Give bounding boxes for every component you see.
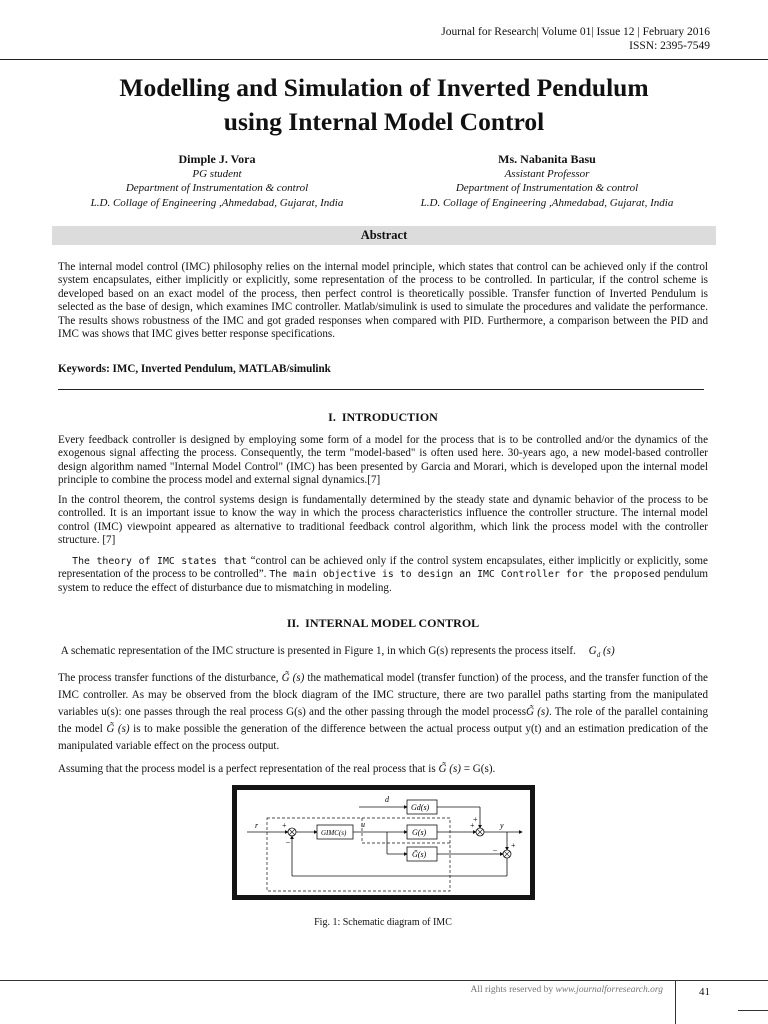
author-college: L.D. Collage of Engineering ,Ahmedabad, Gujarat, India [90,196,344,209]
gtilde-block-label: G̃(s) [412,850,427,859]
imc-paragraph-3: Assuming that the process model is a perfect representation of the real process that is G̃ (s) = G(s). [58,763,496,775]
svg-text:+: + [282,821,287,830]
author-dept: Department of Instrumentation & control [125,182,309,194]
header-rule [0,59,768,60]
author-college: L.D. Collage of Engineering ,Ahmedabad, Gujarat, India [420,196,674,209]
imc-block-diagram [232,785,535,900]
author-role: Assistant Professor [504,167,590,180]
footer-rule [0,980,768,981]
footer-corner-rule [738,1010,768,1011]
abstract-rule [58,389,704,390]
footer-url[interactable]: www.journalforresearch.org [555,985,663,995]
label-u: u [361,820,365,829]
abstract-heading: Abstract [52,226,716,245]
imc-paragraph-2: The process transfer functions of the disturbance, G̃ (s) the mathematical model (transfer function) of the process, and the transfer function of the IMC controller. As may be observed from the block diagram of the IMC structure, there are two parallel paths starting from the manipulated variables u(s): one passes through the real process G(s) and the other passing through the model processG̃ (s). The role of the parallel containing the model G̃ (s) is to make possible the generation of the difference between the actual process output y(t) and an estimation predication of the manipulated variable effect on the process output. [58,672,708,752]
author-role: PG student [192,167,242,180]
footer-divider [675,980,676,1024]
author-name: Ms. Nabanita Basu [498,152,596,166]
section-heading-introduction: I. INTRODUCTION [328,410,438,424]
g-block-label: G(s) [412,828,427,837]
section-heading-imc: II. INTERNAL MODEL CONTROL [286,616,480,630]
intro-paragraph-1: Every feedback controller is designed by employing some form of a model for the process that is to be controlled and/or the dynamics of the exogenous signal affecting the process. Consequently, the term "model-based" is often used here. 30-years ago, a new model-based controller design algorithm named "Internal Model Control" (IMC) has been presented by Garcia and Morari, which is developed upon the internal model principle to combine the process model and external signal dynamics.[7] [58,434,708,487]
author-dept: Department of Instrumentation & control [455,182,639,194]
issn: ISSN: 2395-7549 [629,40,710,52]
intro-paragraph-3: The theory of IMC states that “control can be achieved only if the control system encapsulates, either implicitly or explicitly, some representation of the process to be controlled”. The main objective is to design an IMC Controller for the proposed pendulum system to reduce the effect of disturbance due to mismatching in modeling. [58,555,708,594]
svg-text:+: + [511,841,516,850]
svg-text:–: – [493,845,497,854]
svg-text:+: + [473,815,478,824]
svg-text:+: + [470,821,475,830]
journal-info: Journal for Research| Volume 01| Issue 12 | February 2016 [441,26,710,38]
label-y: y [500,821,504,830]
block-diagram-svg [237,790,530,895]
label-d: d [385,795,389,804]
author-name: Dimple J. Vora [178,152,256,166]
gd-block-label: Gd(s) [411,803,430,812]
abstract-text: The internal model control (IMC) philosophy relies on the internal model principle, which states that control can be achieved only if the control system encapsulates, either implicitly or explicitly, some representation of the process to be controlled. In particular, if the control scheme is developed based on an exact model of the process, then perfect control is theoretically possible. Transfer function of Inverted Pendulum is selected as the base of design, which examines IMC controller. Matlab/simulink is used to simulate the procedures and validate the performance. The results shows robustness of the IMC and got graded responses when compared with PID. Furthermore, a comparison between the PID and IMC was shows that IMC gives better response specifications. [58,261,708,341]
author-1 [52,152,382,210]
author-2 [382,152,712,210]
figure-caption: Fig. 1: Schematic diagram of IMC [314,917,452,928]
footer-rights: All rights reserved by www.journalforresearch.org [470,985,663,995]
label-r: r [255,821,259,830]
paper-title [40,71,728,139]
intro-paragraph-2: In the control theorem, the control systems design is fundamentally determined by the steady state and dynamic behavior of the process to be controlled. It is an important issue to know the way in which the process characteristics influence the controller structure. The internal model control (IMC) viewpoint appeared as alternative to traditional feedback control algorithm, which link the process model with the controller structure. [7] [58,494,708,547]
imc-paragraph-1: A schematic representation of the IMC structure is presented in Figure 1, in which G(s) represents the process itself. $G_d$ (s) [60,645,615,660]
journal-header [441,25,710,53]
keywords: Keywords: IMC, Inverted Pendulum, MATLAB/simulink [58,363,331,375]
svg-text:–: – [286,837,290,846]
title-line-2: using Internal Model Control [223,107,545,136]
title-line-1: Modelling and Simulation of Inverted Pendulum [119,73,649,102]
page-number: 41 [699,986,710,998]
gimc-block-label: GIMC(s) [321,829,347,837]
